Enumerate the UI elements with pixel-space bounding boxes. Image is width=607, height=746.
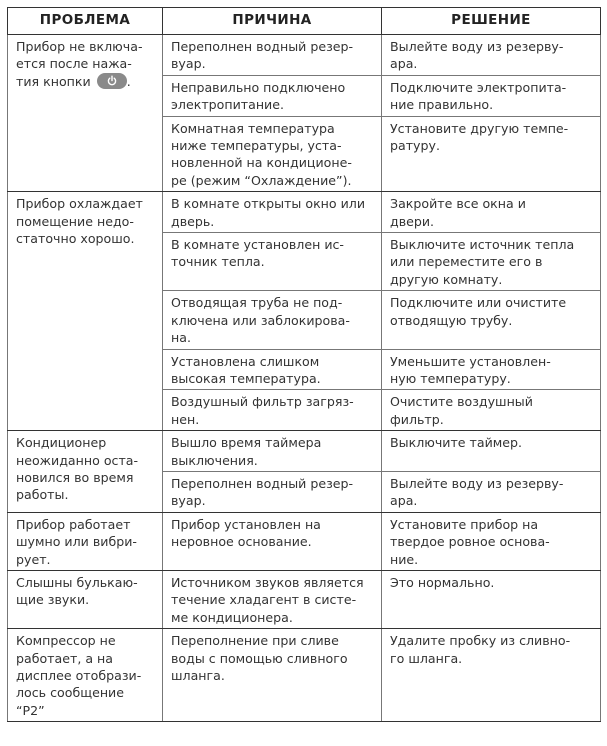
solution-cell: Удалите пробку из сливно- го шланга. (382, 629, 601, 722)
troubleshooting-table (7, 7, 601, 722)
group-gurgling (8, 570, 601, 628)
group-unexpected-stop (8, 431, 601, 513)
table-row (8, 431, 601, 472)
solution-cell: Подключите электропита- ние правильно. (382, 75, 601, 116)
cause-cell: Переполнен водный резер- вуар. (163, 471, 382, 512)
solution-cell: Установите прибор на твердое ровное основа- ние. (382, 512, 601, 570)
group-poor-cooling (8, 192, 601, 431)
problem-cell: Прибор работает шумно или вибри- рует. (8, 512, 163, 570)
cause-cell: Вышло время таймера выключения. (163, 431, 382, 472)
problem-cell (8, 35, 163, 192)
troubleshooting-table-wrapper (7, 7, 600, 722)
table-row (8, 192, 601, 233)
solution-cell: Вылейте воду из резерву- ара. (382, 471, 601, 512)
solution-cell: Очистите воздушный фильтр. (382, 390, 601, 431)
solution-cell: Уменьшите установлен- ную температуру. (382, 349, 601, 390)
group-compressor-p2 (8, 629, 601, 722)
solution-cell: Вылейте воду из резерву- ара. (382, 35, 601, 76)
cause-cell: В комнате открыты окно или дверь. (163, 192, 382, 233)
solution-cell: Установите другую темпе- ратуру. (382, 116, 601, 192)
cause-cell: Установлена слишком высокая температура. (163, 349, 382, 390)
solution-cell: Это нормально. (382, 570, 601, 628)
cause-cell: Переполнение при сливе воды с помощью сливного шланга. (163, 629, 382, 722)
problem-suffix: . (126, 73, 131, 89)
problem-cell: Компрессор не работает, а на дисплее отобрази- лось сообщение “P2” (8, 629, 163, 722)
problem-text: Прибор не включа- ется после нажа- тия кнопки (16, 39, 143, 89)
solution-cell: Выключите таймер. (382, 431, 601, 472)
header-problem: ПРОБЛЕМА (8, 8, 163, 35)
cause-cell: Отводящая труба не под- ключена или заблокирова- на. (163, 291, 382, 349)
table-row (8, 629, 601, 722)
header-solution: РЕШЕНИЕ (382, 8, 601, 35)
table-row (8, 512, 601, 570)
power-button-icon (97, 73, 127, 89)
cause-cell: В комнате установлен ис- точник тепла. (163, 233, 382, 291)
cause-cell: Переполнен водный резер- вуар. (163, 35, 382, 76)
header-row (8, 8, 601, 35)
solution-cell: Выключите источник тепла или переместите его в другую комнату. (382, 233, 601, 291)
solution-cell: Закройте все окна и двери. (382, 192, 601, 233)
problem-cell: Кондиционер неожиданно оста- новился во время работы. (8, 431, 163, 513)
header-cause: ПРИЧИНА (163, 8, 382, 35)
problem-cell: Прибор охлаждает помещение недо- статочно хорошо. (8, 192, 163, 431)
table-row (8, 35, 601, 76)
cause-cell: Источником звуков является течение хладагент в систе- ме кондиционера. (163, 570, 382, 628)
solution-cell: Подключите или очистите отводящую трубу. (382, 291, 601, 349)
group-noise-vibration (8, 512, 601, 570)
table-row (8, 570, 601, 628)
group-not-turning-on (8, 35, 601, 192)
problem-cell: Слышны булькаю- щие звуки. (8, 570, 163, 628)
cause-cell: Прибор установлен на неровное основание. (163, 512, 382, 570)
cause-cell: Комнатная температура ниже температуры, уста- новленной на кондиционе- ре (режим “Охлаждение”). (163, 116, 382, 192)
cause-cell: Воздушный фильтр загряз- нен. (163, 390, 382, 431)
cause-cell: Неправильно подключено электропитание. (163, 75, 382, 116)
